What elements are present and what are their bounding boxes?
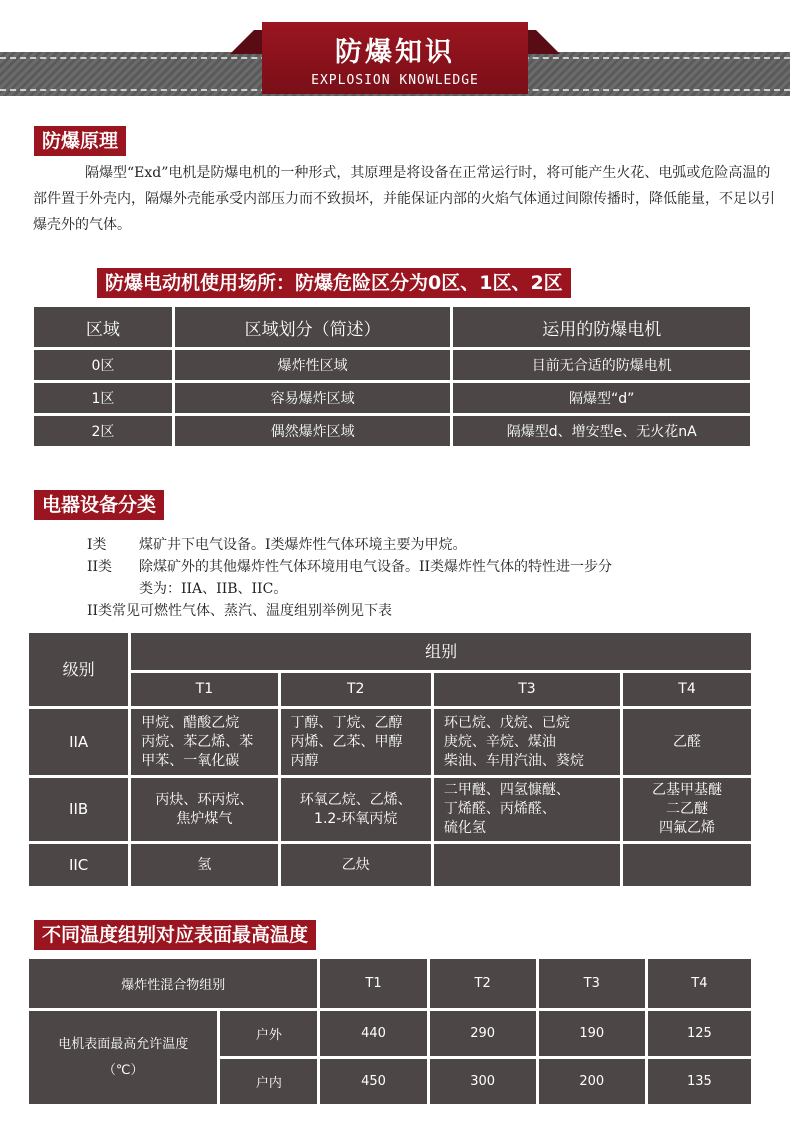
gas-header-t3: T3 xyxy=(434,673,620,706)
gas-header-group: 组别 xyxy=(131,633,751,670)
temp-header-t1: T1 xyxy=(320,959,426,1008)
table-row xyxy=(34,383,750,413)
gas-cell: 丁醇、丁烷、乙醇 丙烯、乙苯、甲醇 丙醇 xyxy=(281,709,431,775)
gas-level: IIB xyxy=(29,778,128,841)
gas-cell: 甲烷、醋酸乙烷 丙烷、苯乙烯、苯 甲苯、一氧化碳 xyxy=(131,709,277,775)
gas-cell: 丙炔、环丙烷、 焦炉煤气 xyxy=(131,778,277,841)
temp-value: 300 xyxy=(430,1059,536,1104)
class-note-row xyxy=(87,600,777,622)
class-list xyxy=(87,534,777,622)
gas-group-table xyxy=(26,630,754,889)
gas-cell: 环氧乙烷、乙烯、 1.2-环氧丙烷 xyxy=(281,778,431,841)
gas-cell xyxy=(434,844,620,886)
zone-cell: 1区 xyxy=(34,383,172,413)
principle-paragraph xyxy=(33,160,775,238)
table-row xyxy=(29,633,751,670)
list-item-continuation xyxy=(87,578,777,600)
temp-place: 户外 xyxy=(220,1011,317,1056)
temperature-table xyxy=(26,956,754,1107)
temp-value: 290 xyxy=(430,1011,536,1056)
temp-header-t2: T2 xyxy=(430,959,536,1008)
temp-header-label: 爆炸性混合物组别 xyxy=(29,959,317,1008)
gas-header-t2: T2 xyxy=(281,673,431,706)
temp-header-t4: T4 xyxy=(648,959,751,1008)
class-desc: 煤矿井下电气设备。I类爆炸性气体环境主要为甲烷。 xyxy=(139,537,467,553)
class-key: I类 xyxy=(87,537,107,553)
zone-header-division: 区域划分（简述） xyxy=(175,307,451,347)
list-item xyxy=(87,556,777,578)
table-row xyxy=(29,673,751,706)
class-note: II类常见可燃性气体、蒸汽、温度组别举例见下表 xyxy=(87,603,393,619)
zone-cell: 目前无合适的防爆电机 xyxy=(453,350,750,380)
table-row xyxy=(29,1011,751,1056)
gas-header-level: 级别 xyxy=(29,633,128,706)
temp-value: 440 xyxy=(320,1011,426,1056)
zone-cell: 0区 xyxy=(34,350,172,380)
section-title-zones: 防爆电动机使用场所：防爆危险区分为0区、1区、2区 xyxy=(97,268,571,298)
table-row xyxy=(29,709,751,775)
list-item xyxy=(87,534,777,556)
gas-cell: 乙基甲基醚 二乙醚 四氟乙烯 xyxy=(623,778,751,841)
temp-value: 190 xyxy=(539,1011,645,1056)
temp-value: 135 xyxy=(648,1059,751,1104)
temp-value: 200 xyxy=(539,1059,645,1104)
zone-table xyxy=(31,304,753,449)
gas-cell xyxy=(623,844,751,886)
table-row xyxy=(29,959,751,1008)
gas-cell: 氢 xyxy=(131,844,277,886)
banner-subtitle: EXPLOSION KNOWLEDGE xyxy=(311,73,479,88)
section-title-classification: 电器设备分类 xyxy=(34,490,164,520)
temp-value: 125 xyxy=(648,1011,751,1056)
class-desc: 类为：IIA、IIB、IIC。 xyxy=(139,581,288,597)
gas-header-t4: T4 xyxy=(623,673,751,706)
gas-level: IIC xyxy=(29,844,128,886)
gas-cell: 乙醛 xyxy=(623,709,751,775)
zone-cell: 隔爆型d、增安型e、无火花nA xyxy=(453,416,750,446)
gas-header-t1: T1 xyxy=(131,673,277,706)
zone-header-area: 区域 xyxy=(34,307,172,347)
class-key: II类 xyxy=(87,559,113,575)
zone-cell: 隔爆型“d” xyxy=(453,383,750,413)
section-title-temperature: 不同温度组别对应表面最高温度 xyxy=(34,920,316,950)
zone-cell: 偶然爆炸区域 xyxy=(175,416,451,446)
zone-cell: 2区 xyxy=(34,416,172,446)
temp-place: 户内 xyxy=(220,1059,317,1104)
banner-title: 防爆知识 xyxy=(335,37,455,68)
zone-cell: 爆炸性区域 xyxy=(175,350,451,380)
temp-header-t3: T3 xyxy=(539,959,645,1008)
temp-value: 450 xyxy=(320,1059,426,1104)
zone-cell: 容易爆炸区域 xyxy=(175,383,451,413)
gas-cell: 乙炔 xyxy=(281,844,431,886)
table-row xyxy=(34,416,750,446)
gas-level: IIA xyxy=(29,709,128,775)
temp-row-label: 电机表面最高允许温度 （℃） xyxy=(29,1011,217,1104)
gas-cell: 二甲醚、四氢慷醚、 丁烯醛、丙烯醛、 硫化氢 xyxy=(434,778,620,841)
section-title-principle: 防爆原理 xyxy=(34,126,126,156)
table-row xyxy=(29,778,751,841)
banner-ribbon xyxy=(262,22,528,94)
zone-header-motor: 运用的防爆电机 xyxy=(453,307,750,347)
gas-cell: 环已烷、戊烷、已烷 庚烷、辛烷、煤油 柴油、车用汽油、葵烷 xyxy=(434,709,620,775)
table-row xyxy=(34,350,750,380)
principle-text: 隔爆型“Exd”电机是防爆电机的一种形式，其原理是将设备在正常运行时，将可能产生火花、电弧或危险高温的部件置于外壳内，隔爆外壳能承受内部压力而不致损坏，并能保证内部的火焰气体通过间隙传播时，降低能量，不足以引爆壳外的气体。 xyxy=(33,165,775,233)
banner xyxy=(0,0,790,100)
class-desc: 除煤矿外的其他爆炸性气体环境用电气设备。II类爆炸性气体的特性进一步分 xyxy=(139,559,613,575)
table-row xyxy=(29,844,751,886)
zone-table-header xyxy=(34,307,750,347)
